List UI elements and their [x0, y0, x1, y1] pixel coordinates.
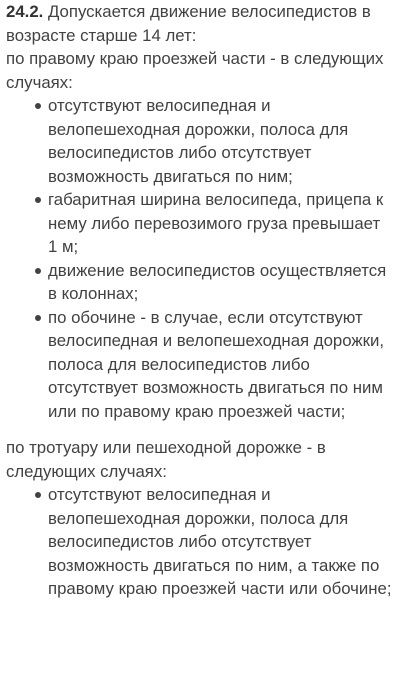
bullet-icon	[35, 197, 41, 203]
road-edge-list	[6, 94, 392, 423]
list-item-text: движение велосипедистов осуществляется в колоннах;	[48, 260, 387, 303]
section-number: 24.2.	[6, 2, 44, 21]
list-item	[6, 306, 392, 424]
bullet-icon	[35, 315, 41, 321]
bullet-icon	[35, 268, 41, 274]
list-item	[6, 188, 392, 259]
sidewalk-intro: по тротуару или пешеходной дорожке - в следующих случаях:	[6, 438, 326, 481]
list-item-text: габаритная ширина велосипеда, прицепа к нему либо перевозимого груза превышает 1 м;	[48, 190, 384, 256]
bullet-icon	[35, 103, 41, 109]
list-item	[6, 483, 392, 601]
section-heading	[6, 0, 392, 47]
list-item	[6, 94, 392, 188]
road-edge-intro: по правому краю проезжей части - в следующих случаях:	[6, 49, 384, 92]
list-item-text: по обочине - в случае, если отсутствуют велосипедная и велопешеходная дорожки, полоса для велосипедистов либо отсутствует возможность двигаться по ним или по правому краю проезжей части;	[48, 307, 384, 421]
list-item-text: отсутствуют велосипедная и велопешеходная дорожки, полоса для велосипедистов либо отсутствует возможность двигаться по ним, а также по правому краю проезжей части или обочине;	[48, 485, 392, 598]
bullet-icon	[35, 492, 41, 498]
sidewalk-list	[6, 483, 392, 601]
section-title: Допускается движение велосипедистов в возрасте старше 14 лет:	[6, 2, 371, 45]
list-item	[6, 259, 392, 306]
list-item-text: отсутствуют велосипедная и велопешеходная дорожки, полоса для велосипедистов либо отсутствует возможность двигаться по ним;	[48, 96, 349, 186]
